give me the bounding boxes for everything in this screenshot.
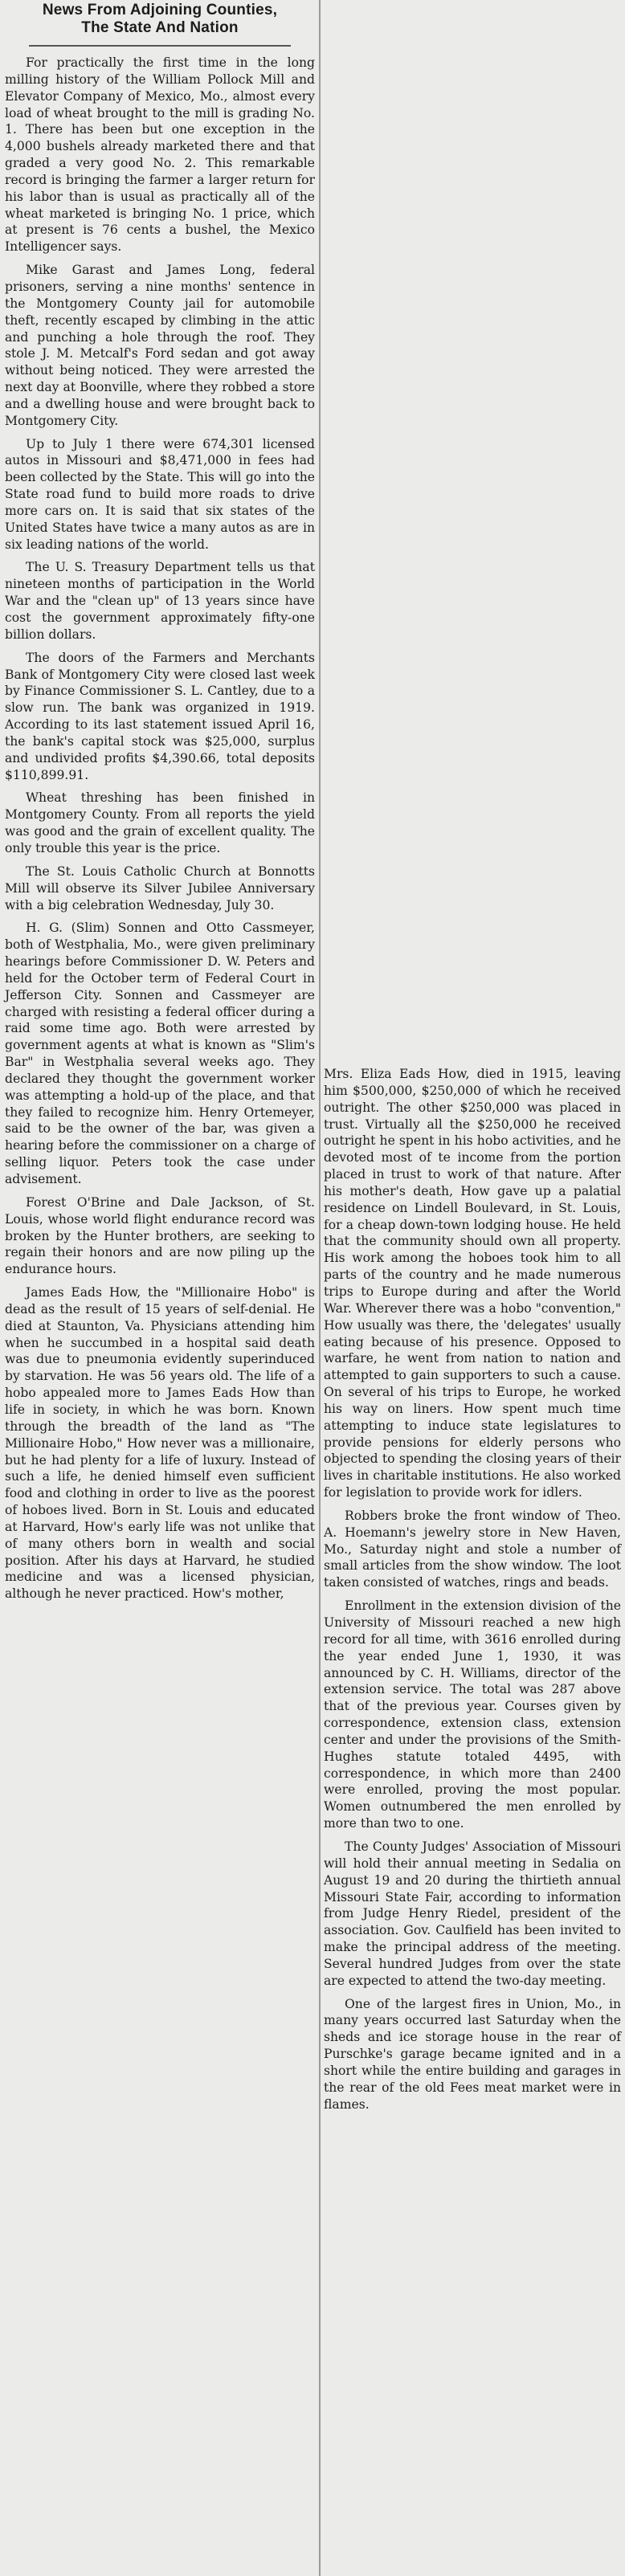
- paragraph-union-fire: One of the largest fires in Union, Mo., in many years occurred last Saturday when the sheds and ice storage house in the rear of Purschke's garage became ignited and in a short while the entire building and garages in the rear of the old Fees meat market were in flames.: [324, 1996, 621, 2112]
- left-column: [5, 2, 315, 1609]
- paragraph-extension-enrollment: Enrollment in the extension division of the University of Missouri reached a new high record for all time, with 3616 enrolled during the year ended June 1, 1930, it was announced by C. H. Williams, director of the extension service. The total was 287 above that of the previous year. Courses given by correspondence, extension class, extension center and under the provisions of the Smith-Hughes statute totaled 4495, with correspondence, in which more than 2400 were enrolled, proving the most popular. Women outnumbered the men enrolled by more than two to one.: [324, 1598, 621, 1831]
- headline-line-1: News From Adjoining Counties,: [42, 2, 278, 18]
- column-divider: [319, 0, 321, 2576]
- paragraph-millionaire-hobo: James Eads How, the "Millionaire Hobo" is dead as the result of 15 years of self-denial. He died at Staunton, Va. Physicians attending him when he succumbed in a hospital said death was due to pneumonia evidently superinduced by starvation. He was 56 years old. The life of a hobo appealed more to James Eads How than life in society, in which he was born. Known through the breadth of the land as "The Millionaire Hobo," How never was a millionaire, but he had plenty for a life of luxury. Instead of such a life, he denied himself even sufficient food and clothing in order to live as the poorest of hoboes lived. Born in St. Louis and educated at Harvard, How's early life was not unlike that of many others born in wealth and social position. After his days at Harvard, he studied medicine and was a licensed physician, although he never practiced. How's mother,: [5, 1285, 315, 1602]
- paragraph-jewelry-robbery: Robbers broke the front window of Theo. A. Hoemann's jewelry store in New Haven, Mo., Saturday night and stole a number of small articles from the show window. The loot taken consisted of watches, rings and beads.: [324, 1508, 621, 1590]
- paragraph-prisoners-escape: Mike Garast and James Long, federal prisoners, serving a nine months' sentence in the Montgomery County jail for automobile theft, recently escaped by climbing in the attic and punching a hole through the roof. They stole J. M. Metcalf's Ford sedan and got away without being noticed. They were arrested the next day at Boonville, where they robbed a store and a dwelling house and were brought back to Montgomery City.: [5, 263, 315, 428]
- paragraph-endurance-flight: Forest O'Brine and Dale Jackson, of St. Louis, whose world flight endurance record was broken by the Hunter brothers, are seeking to regain their honors and are now piling up the endurance hours.: [5, 1194, 315, 1277]
- headline-rule: [29, 45, 291, 47]
- paragraph-county-judges: The County Judges' Association of Missouri will hold their annual meeting in Sedalia on August 19 and 20 during the thirtieth annual Missouri State Fair, according to information from Judge Henry Riedel, president of the association. Gov. Caulfield has been invited to make the principal address of the meeting. Several hundred Judges from over the state are expected to attend the two-day meeting.: [324, 1839, 621, 1988]
- paragraph-treasury-war-cost: The U. S. Treasury Department tells us that nineteen months of participation in the World War and the "clean up" of 13 years since have cost the government approximately fifty-one billion dollars.: [5, 560, 315, 642]
- paragraph-bank-closed: The doors of the Farmers and Merchants Bank of Montgomery City were closed last week by Finance Commissioner S. L. Cantley, due to a slow run. The bank was organized in 1919. According to its last statement issued April 16, the bank's capital stock was $25,000, surplus and undivided profits $4,390.66, total deposits $110,899.91.: [5, 650, 315, 782]
- paragraph-wheat-threshing: Wheat threshing has been finished in Montgomery County. From all reports the yield was good and the grain of excellent quality. The only trouble this year is the price.: [5, 790, 315, 855]
- right-column: [324, 1066, 621, 2119]
- headline-line-2: The State And Nation: [81, 19, 239, 36]
- paragraph-hobo-continued: Mrs. Eliza Eads How, died in 1915, leaving him $500,000, $250,000 of which he received outright. The other $250,000 was placed in trust. Virtually all the $250,000 he received outright he spent in his hobo activities, and he devoted most of te income from the portion placed in trust to work of that nature. After his mother's death, How gave up a palatial residence on Lindell Boulevard, in St. Louis, for a cheap down-town lodging house. He held that the community should own all property. His work among the hoboes took him to all parts of the country and he made numerous trips to Europe during and after the World War. Wherever there was a hobo "convention," How usually was there, the 'delegates' usually eating because of his presence. Opposed to warfare, he went from nation to nation and attempted to gain supporters to such a cause. On several of his trips to Europe, he worked his way on liners. How spent much time attempting to induce state legislatures to provide pensions for elderly persons who objected to spending the closing years of their lives in charitable institutions. He also worked for legislation to provide work for idlers.: [324, 1067, 621, 1500]
- paragraph-federal-hearing: H. G. (Slim) Sonnen and Otto Cassmeyer, both of Westphalia, Mo., were given preliminary hearings before Commissioner D. W. Peters and held for the October term of Federal Court in Jefferson City. Sonnen and Cassmeyer are charged with resisting a federal officer during a raid some time ago. Both were arrested by government agents at what is known as "Slim's Bar" in Westphalia several weeks ago. They declared they thought the government worker was attempting a hold-up of the place, and that they failed to recognize him. Henry Ortemeyer, said to be the owner of the bar, was given a hearing before the commissioner on a charge of selling liquor. Peters took the case under advisement.: [5, 921, 315, 1186]
- paragraph-licensed-autos: Up to July 1 there were 674,301 licensed autos in Missouri and $8,471,000 in fees had been collected by the State. This will go into the State road fund to build more roads to drive more cars on. It is said that six states of the United States have twice a many autos as are in six leading nations of the world.: [5, 436, 315, 552]
- headline: [5, 2, 315, 37]
- paragraph-wheat-grading: For practically the first time in the long milling history of the William Pollock Mill and Elevator Company of Mexico, Mo., almost every load of wheat brought to the mill is grading No. 1. There has been but one exception in the 4,000 bushels already marketed there and that graded a very good No. 2. This remarkable record is bringing the farmer a larger return for his labor than is usual as practically all of the wheat marketed is bringing No. 1 price, which at present is 76 cents a bushel, the Mexico Intelligencer says.: [5, 55, 315, 255]
- paragraph-church-jubilee: The St. Louis Catholic Church at Bonnotts Mill will observe its Silver Jubilee Anniversary with a big celebration Wednesday, July 30.: [5, 863, 315, 912]
